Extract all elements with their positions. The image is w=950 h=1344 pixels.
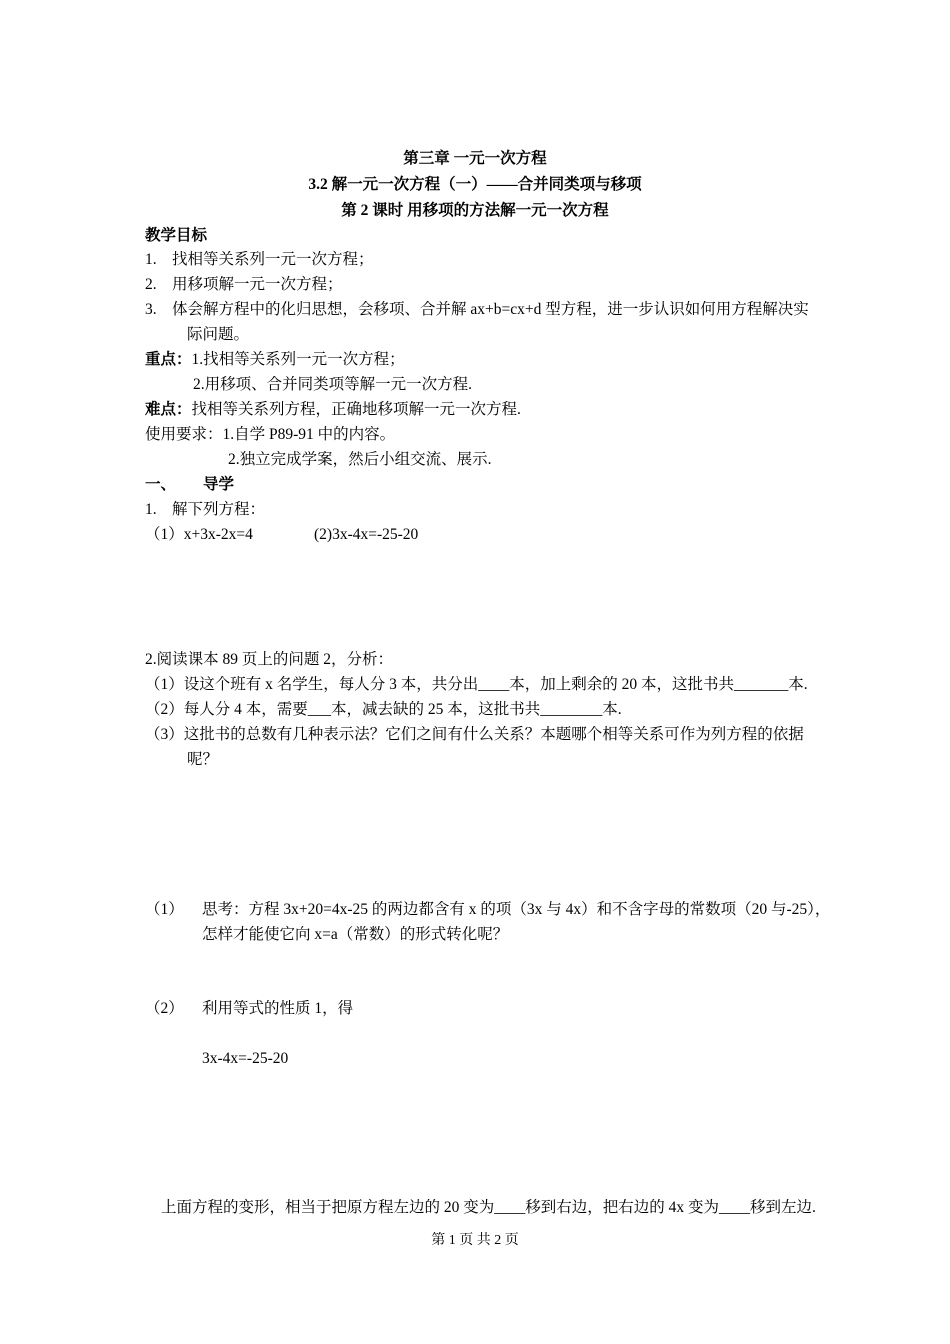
q2-intro: 2.阅读课本 89 页上的问题 2，分析： [145, 651, 394, 668]
q1-text: 解下列方程： [172, 501, 266, 518]
page-footer: 第 1 页 共 2 页 [431, 1233, 519, 1248]
step2-equation: 3x-4x=-25-20 [202, 1050, 289, 1067]
objective-num: 2. [145, 276, 157, 293]
think-continuation: 怎样才能使它向 x=a（常数）的形式转化呢？ [202, 926, 509, 943]
q2-part3: （3）这批书的总数有几种表示法？它们之间有什么关系？本题哪个相等关系可作为列方程的依据 [145, 726, 804, 743]
section-title: 3.2 解一元一次方程（一）——合并同类项与移项 [308, 176, 642, 193]
q2-part2: （2）每人分 4 本，需要___本，减去缺的 25 本，这批书共________本. [145, 701, 622, 718]
key-point-1: 1.找相等关系列一元一次方程； [191, 351, 405, 368]
objective-item: 找相等关系列一元一次方程； [172, 251, 374, 268]
key-points-label: 重点： [145, 351, 192, 368]
key-point-2: 2.用移项、合并同类项等解一元一次方程. [193, 376, 473, 393]
q2-part1: （1）设这个班有 x 名学生，每人分 3 本，共分出____本，加上剩余的 20 本，这批书共_______本. [145, 676, 808, 693]
think-num: （1） [145, 901, 184, 918]
section1-heading: 导学 [203, 476, 235, 493]
objective-item-continuation: 际问题。 [187, 326, 250, 343]
usage-line2: 2.独立完成学案，然后小组交流、展示. [228, 451, 492, 468]
q1-equation-2: (2)3x-4x=-25-20 [314, 526, 419, 543]
usage-line1: 使用要求：1.自学 P89-91 中的内容。 [145, 426, 396, 443]
objectives-heading: 教学目标 [145, 227, 208, 244]
objective-item: 体会解方程中的化归思想，会移项、合并解 ax+b=cx+d 型方程，进一步认识如何用方程解决实 [172, 301, 809, 318]
section1-num: 一、 [145, 476, 177, 493]
objective-num: 1. [145, 251, 157, 268]
difficulty-label: 难点： [145, 401, 192, 418]
objective-num: 3. [145, 301, 157, 318]
q2-part3-continuation: 呢？ [187, 751, 219, 768]
difficulty-line [145, 401, 521, 420]
q1-num: 1. [145, 501, 157, 518]
chapter-title: 第三章 一元一次方程 [403, 150, 547, 167]
step2-num: （2） [145, 1000, 184, 1017]
think-text: 思考：方程 3x+20=4x-25 的两边都含有 x 的项（3x 与 4x）和不含字母的常数项（20 与-25）， [202, 901, 831, 918]
objective-item: 用移项解一元一次方程； [172, 276, 343, 293]
key-points-line1 [145, 351, 405, 370]
q1-equation-1: （1）x+3x-2x=4 [145, 526, 253, 543]
difficulty-text: 找相等关系列方程，正确地移项解一元一次方程. [191, 401, 521, 418]
conclusion-text: 上面方程的变形，相当于把原方程左边的 20 变为____移到右边，把右边的 4x 变为____移到左边. [161, 1199, 816, 1216]
lesson-title: 第 2 课时 用移项的方法解一元一次方程 [341, 202, 609, 219]
step2-text: 利用等式的性质 1，得 [202, 1000, 354, 1017]
